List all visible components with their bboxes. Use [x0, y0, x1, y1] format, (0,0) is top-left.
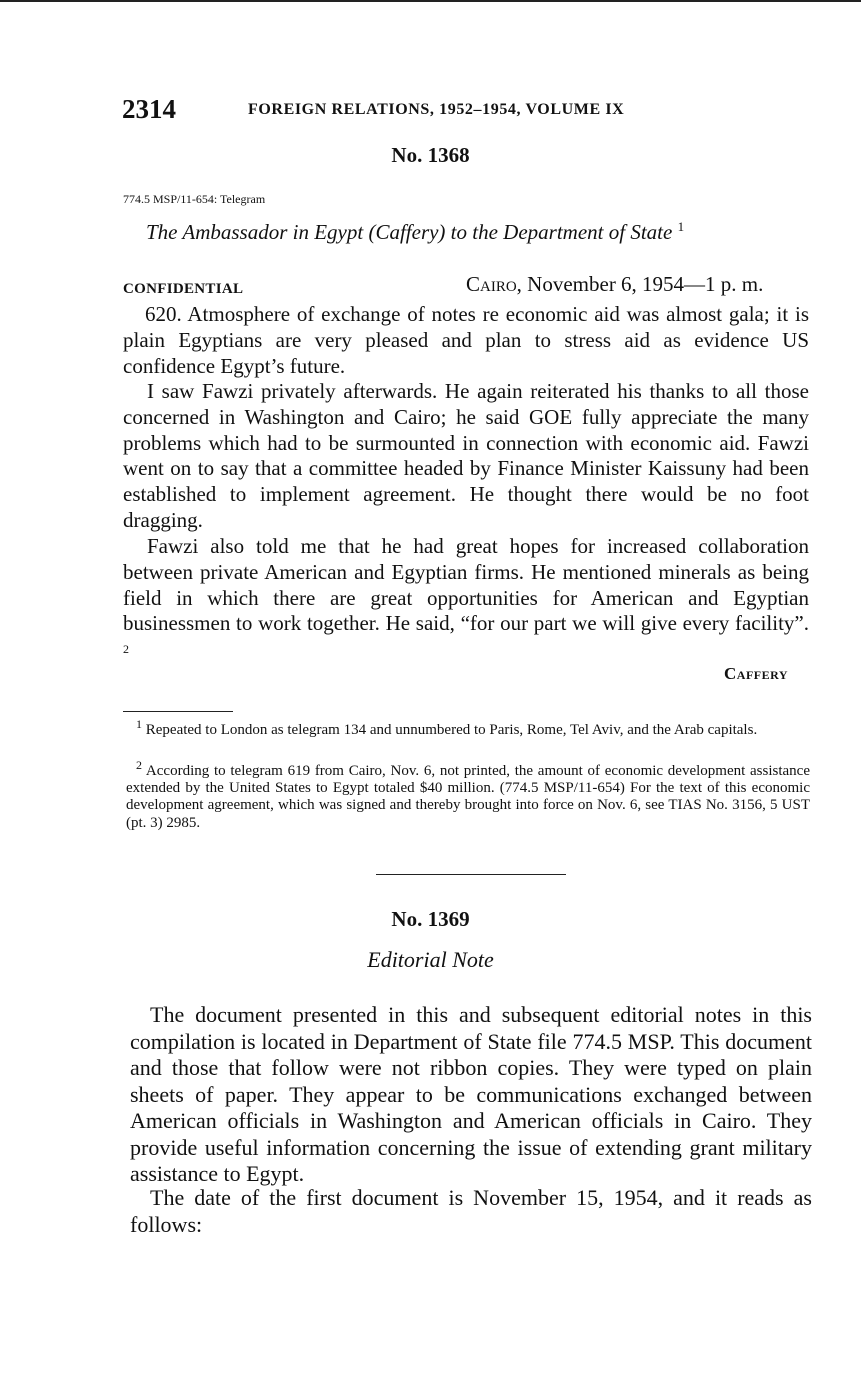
footnote-1-text: Repeated to London as telegram 134 and unnumbered to Paris, Rome, Tel Aviv, and the Arab capitals. — [145, 722, 758, 738]
dateline — [466, 272, 763, 297]
file-reference: 774.5 MSP/11-654: Telegram — [123, 192, 266, 206]
document-number-1368: No. 1368 — [391, 143, 470, 167]
footnote-2-text: According to telegram 619 from Cairo, Nov. 6, not printed, the amount of economic development assistance extended by the United States to Egypt totaled $40 million. (774.5 MSP/11-654) For the text of this economic development agreement, which was signed and thereby brought into force on Nov. 6, see TIAS No. 3156, 5 UST (pt. 3) 2985. — [126, 763, 810, 831]
classification-label: CONFIDENTIAL — [123, 281, 244, 297]
footnote-2-mark: 2 — [136, 758, 142, 772]
top-border-line — [0, 0, 861, 2]
footnote-ref-2: 2 — [123, 642, 129, 657]
telegram-paragraph-1: 620. Atmosphere of exchange of notes re economic aid was almost gala; it is plain Egyptians are very pleased and plan to stress aid as evidence US confidence Egypt’s future. — [123, 302, 809, 378]
document-title-text: The Ambassador in Egypt (Caffery) to the Department of State — [146, 220, 673, 244]
telegram-paragraph-3-text: Fawzi also told me that he had great hopes for increased collaboration between private American and Egyptian firms. He mentioned minerals as being field in which there are great opportunities for American and Egyptian businessmen to work together. He said, “for our part we will give every facility”. — [123, 534, 809, 636]
footnote-ref-1: 1 — [677, 219, 685, 234]
dateline-place: Cairo — [466, 272, 517, 296]
editorial-note-title: Editorial Note — [367, 947, 494, 972]
editorial-paragraph-2: The date of the first document is November 15, 1954, and it reads as follows: — [130, 1185, 812, 1237]
dateline-date: , November 6, 1954—1 p. m. — [516, 272, 764, 296]
footnote-2 — [126, 757, 810, 832]
running-head: FOREIGN RELATIONS, 1952–1954, VOLUME IX — [248, 101, 625, 118]
telegram-paragraph-3 — [123, 534, 809, 668]
footnote-1-mark: 1 — [136, 717, 142, 731]
section-separator — [376, 874, 566, 875]
page-number: 2314 — [122, 94, 176, 124]
telegram-paragraph-2: I saw Fawzi privately afterwards. He again reiterated his thanks to all those concerned in Washington and Cairo; he said GOE fully appreciate the many problems which had to be surmounted in connection with economic aid. Fawzi went on to say that a committee headed by Finance Minister Kaissuny had been established to implement agreement. He thought there would be no foot dragging. — [123, 379, 809, 532]
document-number-1369: No. 1369 — [391, 907, 470, 931]
editorial-paragraph-1: The document presented in this and subsequent editorial notes in this compilation is located in Department of State file 774.5 MSP. This document and those that follow were not ribbon copies. They were typed on plain sheets of paper. They appear to be communications exchanged between American officials in Washington and American officials in Cairo. They provide useful information concerning the issue of extending grant military assistance to Egypt. — [130, 1002, 812, 1186]
document-title — [146, 219, 684, 245]
footnote-rule — [123, 711, 233, 712]
footnote-1 — [126, 716, 810, 739]
signature: Caffery — [724, 664, 789, 683]
